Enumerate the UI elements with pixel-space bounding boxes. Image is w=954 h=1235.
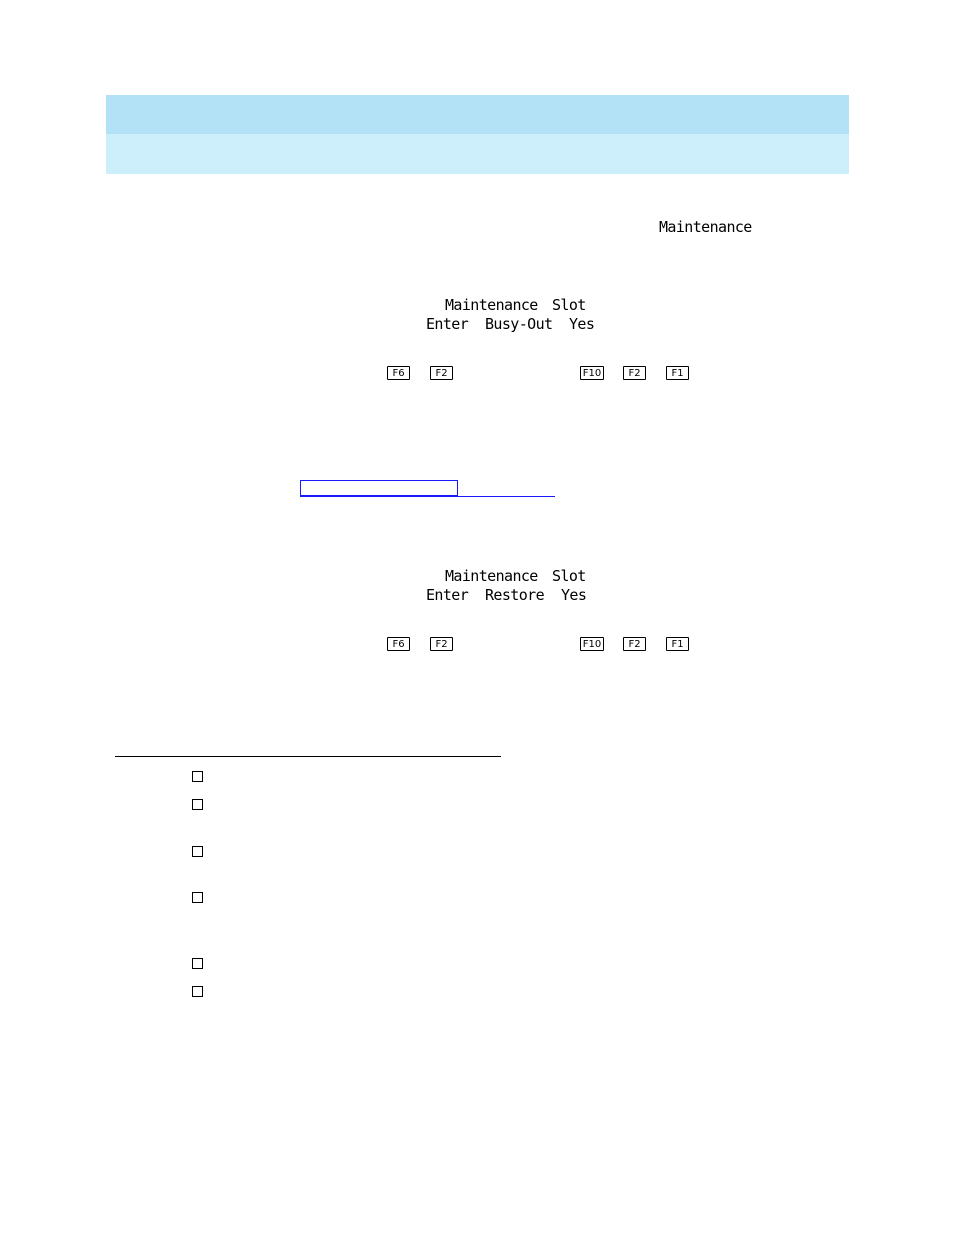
busyout-key-f6: F6 [387, 366, 410, 380]
header-band-top [106, 95, 849, 134]
busyout-key-f10: F10 [580, 366, 604, 380]
header-band-bottom [106, 134, 849, 174]
restore-key-f2: F2 [430, 637, 453, 651]
restore-menu-enter: Enter [426, 586, 469, 604]
checklist-checkbox[interactable] [192, 799, 203, 810]
busyout-key-f2: F2 [430, 366, 453, 380]
restore-key-f10: F10 [580, 637, 604, 651]
busyout-key-f1: F1 [666, 366, 689, 380]
restore-menu-restore: Restore [485, 586, 545, 604]
menu-path-label: Maintenance [659, 218, 752, 236]
checklist-checkbox[interactable] [192, 771, 203, 782]
checklist-checkbox[interactable] [192, 846, 203, 857]
checklist-checkbox[interactable] [192, 986, 203, 997]
cross-reference-link[interactable] [300, 480, 458, 496]
restore-menu-maintenance: Maintenance [445, 567, 538, 585]
restore-key-f6: F6 [387, 637, 410, 651]
busyout-key-f2b: F2 [623, 366, 646, 380]
busyout-menu-maintenance: Maintenance [445, 296, 538, 314]
restore-key-f2b: F2 [623, 637, 646, 651]
restore-key-f1: F1 [666, 637, 689, 651]
restore-menu-yes: Yes [561, 586, 587, 604]
cross-reference-link-underline [300, 496, 555, 497]
section-divider [115, 756, 501, 757]
restore-menu-slot: Slot [552, 567, 586, 585]
checklist-checkbox[interactable] [192, 958, 203, 969]
checklist-checkbox[interactable] [192, 892, 203, 903]
busyout-menu-enter: Enter [426, 315, 469, 333]
busyout-menu-yes: Yes [569, 315, 595, 333]
busyout-menu-busyout: Busy-Out [485, 315, 553, 333]
busyout-menu-slot: Slot [552, 296, 586, 314]
